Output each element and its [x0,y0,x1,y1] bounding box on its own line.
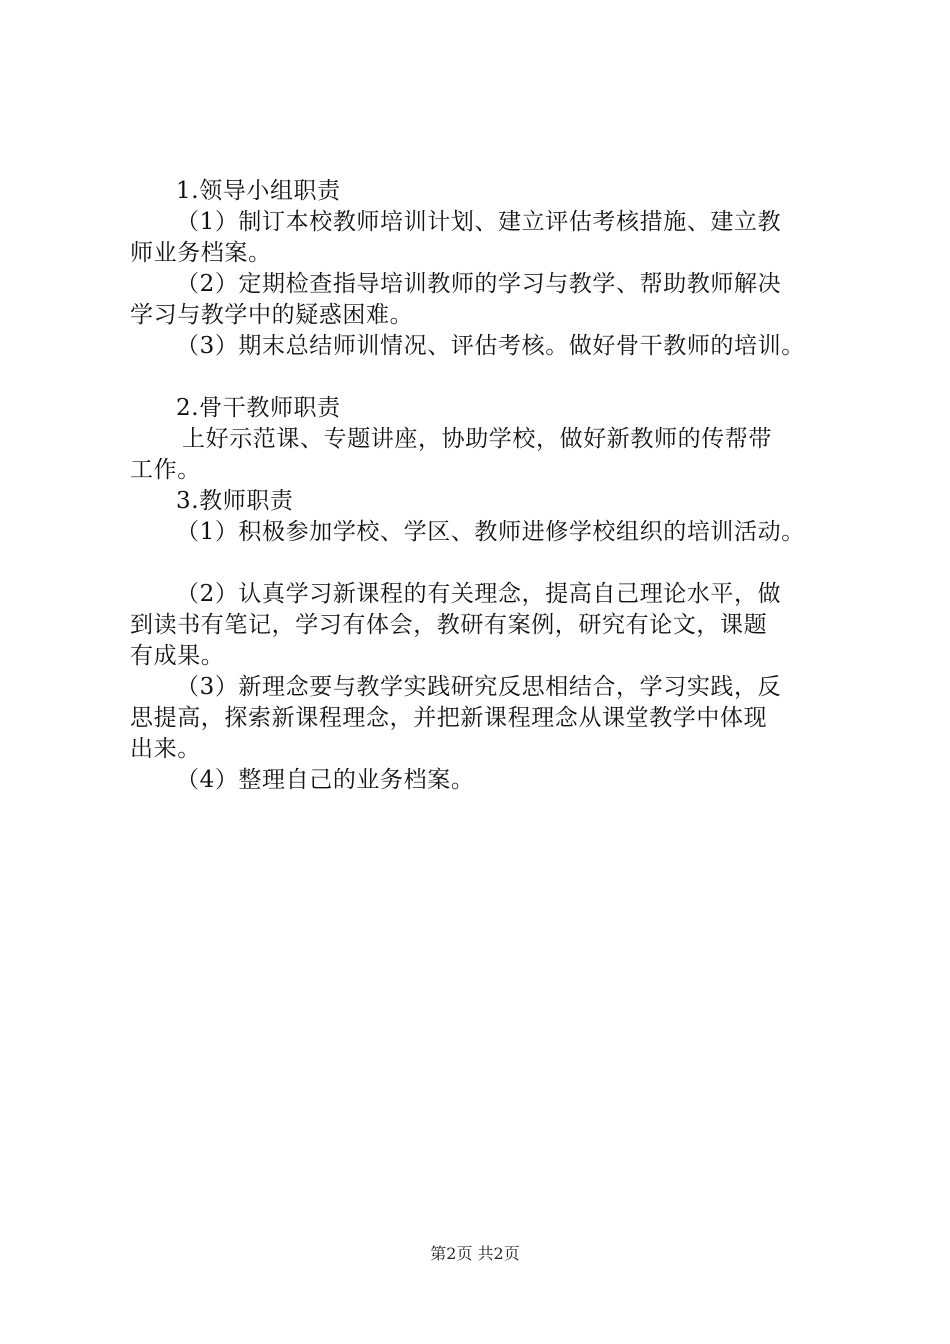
paragraph-line: 师业务档案。 [130,240,272,266]
paragraph-line: （3）新理念要与教学实践研究反思相结合，学习实践，反 [176,674,782,700]
paragraph-line: （1）积极参加学校、学区、教师进修学校组织的培训活动。 [176,519,805,545]
paragraph-line: （2）定期检查指导培训教师的学习与教学、帮助教师解决 [176,271,782,297]
spacer [130,362,845,393]
paragraph-line: 到读书有笔记，学习有体会，教研有案例，研究有论文，课题 [130,612,768,638]
paragraph-line: （1）制订本校教师培训计划、建立评估考核措施、建立教 [176,209,782,235]
paragraph-line: 工作。 [130,457,201,483]
paragraph-line: （3）期末总结师训情况、评估考核。做好骨干教师的培训。 [176,333,805,359]
paragraph-line: 学习与教学中的疑惑困难。 [130,302,414,328]
section-heading-1: 1.领导小组职责 [176,178,341,204]
page-footer: 第2页 共2页 [430,1244,520,1263]
paragraph-line: 上好示范课、专题讲座，协助学校，做好新教师的传帮带 [182,426,772,452]
document-body [130,176,845,796]
spacer [130,548,845,579]
paragraph-line: 出来。 [130,736,201,762]
paragraph-line: （4）整理自己的业务档案。 [176,767,475,793]
paragraph-line: 有成果。 [130,643,225,669]
paragraph-line: （2）认真学习新课程的有关理念，提高自己理论水平，做 [176,581,782,607]
section-heading-3: 3.教师职责 [176,488,294,514]
section-heading-2: 2.骨干教师职责 [176,395,341,421]
paragraph-line: 思提高，探索新课程理念，并把新课程理念从课堂教学中体现 [130,705,768,731]
